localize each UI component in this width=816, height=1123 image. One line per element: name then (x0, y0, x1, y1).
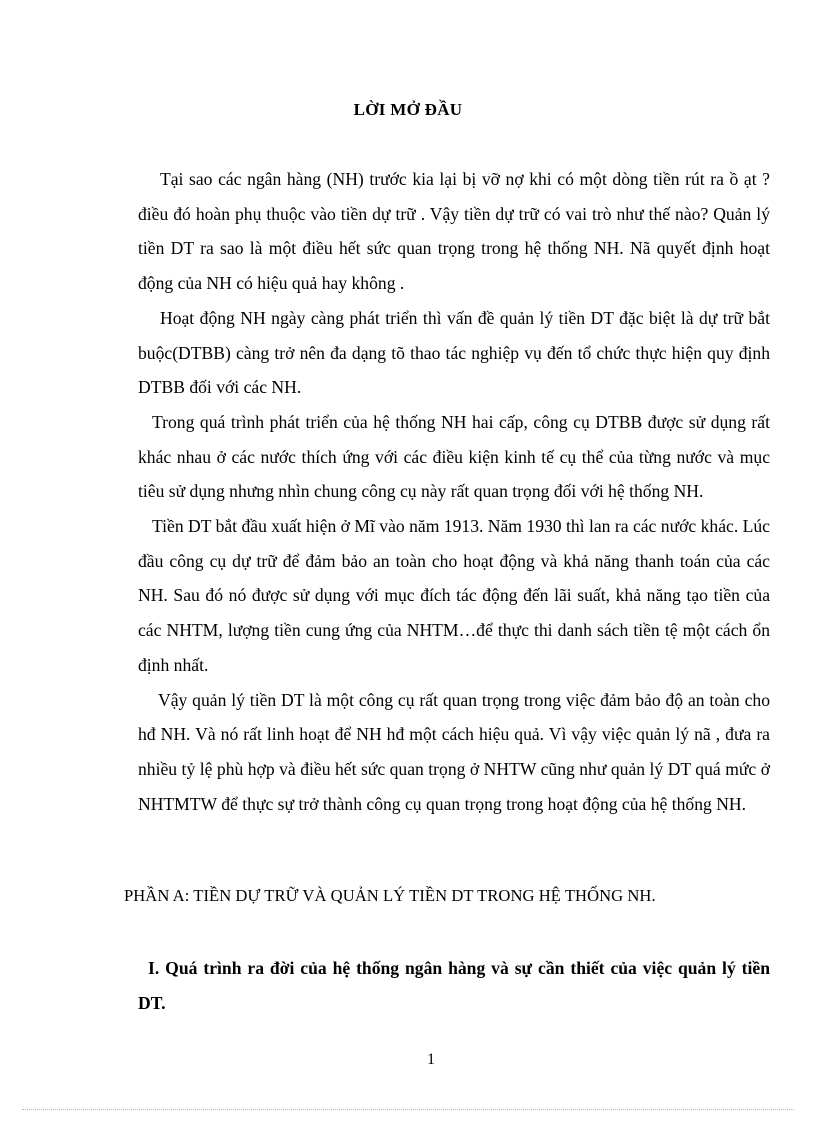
paragraph-4: Tiền DT bắt đầu xuất hiện ở Mĩ vào năm 1913. Năm 1930 thì lan ra các nước khác. Lúc đầu công cụ dự trữ để đảm bảo an toàn cho hoạt động và khả năng thanh toán của các NH. Sau đó nó được sử dụng với mục đích tác động đến lãi suất, khả năng tạo tiền của các NHTM, lượng tiền cung ứng của NHTM…để thực thi danh sách tiền tệ một cách ổn định nhất. (138, 516, 770, 675)
section-i-heading: I. Quá trình ra đời của hệ thống ngân hàng và sự cần thiết của việc quản lý tiền DT. (138, 958, 770, 1013)
paragraph-3: Trong quá trình phát triển của hệ thống NH hai cấp, công cụ DTBB được sử dụng rất khác nhau ở các nước thích ứng với các điều kiện kinh tế cụ thể của từng nước và mục tiêu sử dụng nhưng nhìn chung công cụ này rất quan trọng đối với hệ thống NH. (138, 411, 770, 502)
page-number: 1 (427, 1051, 435, 1068)
footer-divider (22, 1109, 794, 1110)
paragraph-2: Hoạt động NH ngày càng phát triển thì vấn đề quản lý tiền DT đặc biệt là dự trữ bắt buộc(DTBB) càng trở nên đa dạng tõ thao tác nghiệp vụ đến tổ chức thực hiện quy định DTBB đối với các NH. (138, 307, 770, 398)
body-text (138, 162, 770, 821)
paragraph-5: Vậy quản lý tiền DT là một công cụ rất quan trọng trong việc đảm bảo độ an toàn cho hđ NH. Và nó rất linh hoạt để NH hđ một cách hiệu quả. Vì vậy việc quản lý nã , đưa ra nhiều tỷ lệ phù hợp và điều hết sức quan trọng ở NHTW cũng như quản lý DT quá mức ở NHTMTW để thực sự trở thành công cụ quan trọng trong hoạt động của hệ thống NH. (138, 689, 770, 814)
paragraph-1: Tại sao các ngân hàng (NH) trước kia lại bị vỡ nợ khi có một dòng tiền rút ra ồ ạt ? điều đó hoàn phụ thuộc vào tiền dự trữ . Vậy tiền dự trữ có vai trò như thế nào? Quản lý tiền DT ra sao là một điều hết sức quan trọng trong hệ thống NH. Nã quyết định hoạt động của NH có hiệu quả hay không . (138, 169, 770, 294)
page-title: LỜI MỞ ĐẦU (353, 100, 463, 119)
section-a-heading: PHẦN A: TIỀN DỰ TRỮ VÀ QUẢN LÝ TIỀN DT TRONG HỆ THỐNG NH. (124, 886, 656, 905)
